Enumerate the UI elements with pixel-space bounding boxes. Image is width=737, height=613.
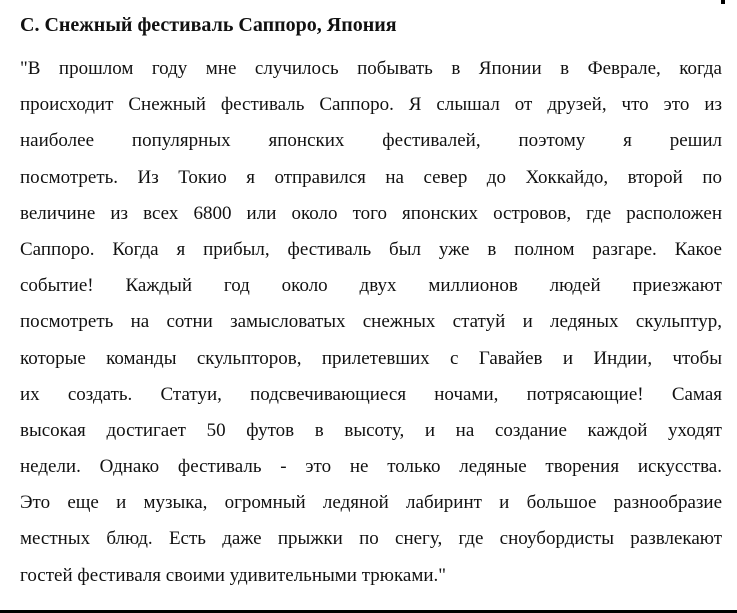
text-line: происходит Снежный фестиваль Саппоро. Я слышал от друзей, что это из	[20, 94, 722, 116]
text-paragraph	[20, 54, 722, 597]
text-line: Саппоро. Когда я прибыл, фестиваль был уже в полном разгаре. Какое	[20, 238, 722, 260]
text-line: "В прошлом году мне случилось побывать в Японии в Феврале, когда	[20, 58, 722, 79]
text-line: посмотреть. Из Токио я отправился на север до Хоккайдо, второй по	[20, 166, 722, 188]
text-line: величине из всех 6800 или около того японских островов, где расположен	[20, 202, 722, 224]
section-heading: С. Снежный фестиваль Саппоро, Япония	[20, 14, 397, 36]
text-line: событие! Каждый год около двух миллионов людей приезжают	[20, 275, 722, 297]
text-line-last: гостей фестиваля своими удивительными трюками."	[20, 564, 447, 586]
page-edge-mark	[721, 0, 725, 4]
text-line: которые команды скульпторов, прилетевших с Гавайев и Индии, чтобы	[20, 347, 722, 369]
text-line: посмотреть на сотни замысловатых снежных статуй и ледяных скульптур,	[20, 311, 722, 333]
text-line: недели. Однако фестиваль - это не только ледяные творения искусства.	[20, 456, 722, 478]
text-line: высокая достигает 50 футов в высоту, и на создание каждой уходят	[20, 419, 722, 441]
text-line: их создать. Статуи, подсвечивающиеся ночами, потрясающие! Самая	[20, 383, 722, 405]
text-line: местных блюд. Есть даже прыжки по снегу, где сноубордисты развлекают	[20, 528, 722, 550]
text-line: Это еще и музыка, огромный ледяной лабиринт и большое разнообразие	[20, 492, 722, 514]
text-line: наиболее популярных японских фестивалей, поэтому я решил	[20, 130, 722, 152]
